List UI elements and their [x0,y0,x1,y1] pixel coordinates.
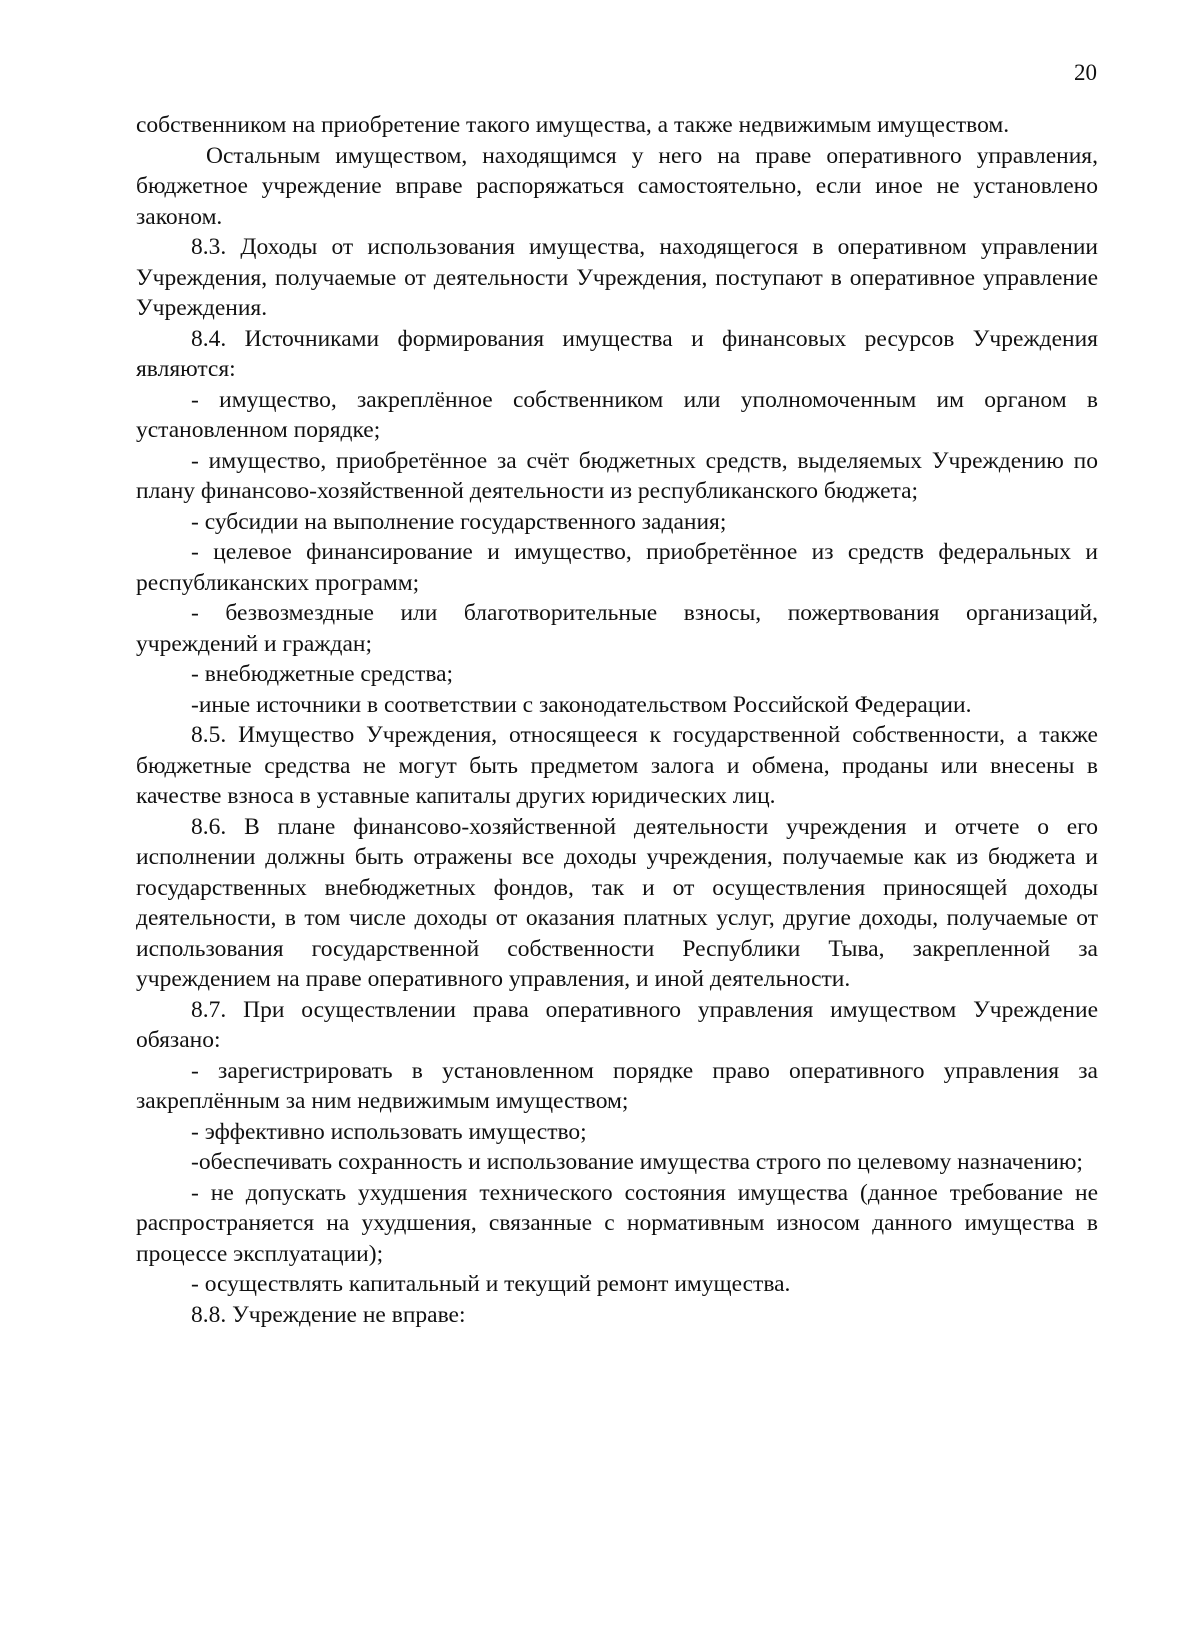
paragraph-other-property: Остальным имуществом, находящимся у него на праве оперативного управления, бюджетное учреждение вправе распоряжаться самостоятельно, если иное не установлено законом. [136,142,1098,230]
clause-8-8: 8.8. Учреждение не вправе: [191,1301,466,1328]
duty-prevent-deterioration: - не допускать ухудшения технического состояния имущества (данное требование не распространяется на ухудшения, связанные с нормативным износом данного имущества в процессе эксплуатации); [136,1179,1098,1267]
clause-8-7: 8.7. При осуществлении права оперативного управления имуществом Учреждение обязано: [136,996,1098,1053]
list-item-subsidies: - субсидии на выполнение государственного задания; [191,508,727,535]
page-number: 20 [1074,60,1097,85]
list-item-budget-acquired-property: - имущество, приобретённое за счёт бюджетных средств, выделяемых Учреждению по плану финансово-хозяйственной деятельности из республиканского бюджета; [136,447,1098,504]
paragraph-continuation: собственником на приобретение такого имущества, а также недвижимым имуществом. [136,112,1010,138]
list-item-target-financing: - целевое финансирование и имущество, приобретённое из средств федеральных и республиканских программ; [136,539,1098,596]
clause-8-4: 8.4. Источниками формирования имущества и финансовых ресурсов Учреждения являются: [136,325,1098,382]
clause-8-5: 8.5. Имущество Учреждения, относящееся к государственной собственности, а также бюджетные средства не могут быть предметом залога и обмена, проданы или внесены в качестве взноса в уставные капиталы других юридических лиц. [136,722,1098,809]
clause-8-3: 8.3. Доходы от использования имущества, находящегося в оперативном управлении Учреждения, получаемые от деятельности Учреждения, поступают в оперативное управление Учреждения. [136,234,1098,321]
duty-use-effectively: - эффективно использовать имущество; [191,1118,587,1145]
duty-preserve-property: -обеспечивать сохранность и использование имущества строго по целевому назначению; [191,1149,1083,1175]
duty-register-rights: - зарегистрировать в установленном порядке право оперативного управления за закреплённым за ним недвижимым имуществом; [136,1057,1098,1114]
list-item-extra-budgetary-funds: - внебюджетные средства; [191,661,454,687]
duty-repair-property: - осуществлять капитальный и текущий ремонт имущества. [191,1271,791,1297]
list-item-donations: - безвозмездные или благотворительные взносы, пожертвования организаций, учреждений и граждан; [136,600,1098,657]
list-item-other-sources: -иные источники в соответствии с законодательством Российской Федерации. [191,691,972,718]
clause-8-6: 8.6. В плане финансово-хозяйственной деятельности учреждения и отчете о его исполнении должны быть отражены все доходы учреждения, получаемые как из бюджета и государственных внебюджетных фондов, так и от осуществления приносящей доходы деятельности, в том числе доходы от оказания платных услуг, другие доходы, получаемые от использования государственной собственности Республики Тыва, закрепленной за учреждением на праве оперативного управления, и иной деятельности. [136,813,1098,992]
list-item-assigned-property: - имущество, закреплённое собственником или уполномоченным им органом в установленном порядке; [136,386,1098,443]
document-body [136,110,1098,1330]
